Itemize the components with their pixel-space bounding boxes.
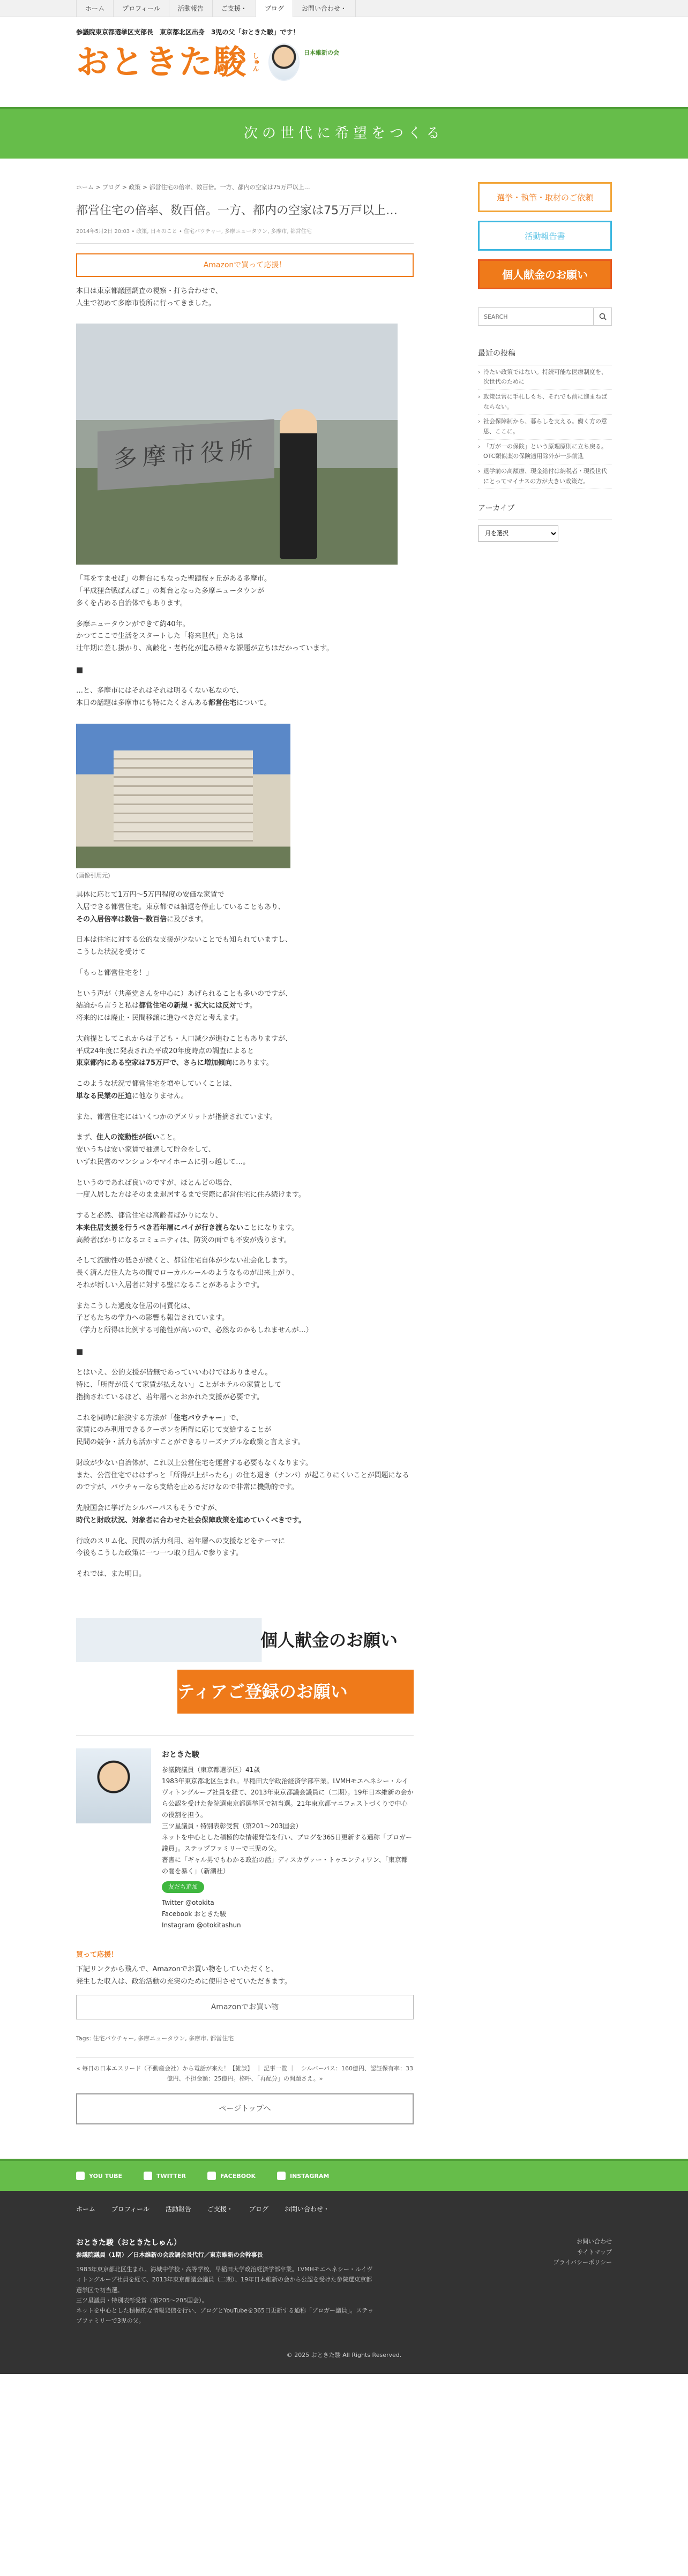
nav-support[interactable]: ご支援・ (213, 0, 256, 17)
footer-nav-contact[interactable]: お問い合わせ・ (284, 2205, 330, 2213)
paragraph: 日本は住宅に対する公的な支援が少ないことでも知られていますし、 こうした状況を受けて (76, 936, 293, 956)
logo-kun: しゅん (252, 52, 260, 72)
slogan-text: 次の世代に希望をつくる (243, 125, 444, 142)
support-heading: 買って応援！ (76, 1951, 118, 1959)
logo-portrait (268, 43, 300, 81)
paragraph: すると必然、都営住宅は高齢者ばかりになり、 本来住居支援を行うべき若年層にパイが行き渡らないことになります。 高齢者ばかりになるコミュニティは、防災の面でも不安が残ります。 (76, 1212, 298, 1244)
paragraph: 本日は東京都議団調査の視察・打ち合わせで、 人生で初めて多摩市役所に行ってきました。 (76, 287, 222, 307)
facebook-link[interactable]: FACEBOOK (207, 2171, 256, 2181)
person-figure (280, 409, 317, 559)
volunteer-banner[interactable]: ボランティアご登録のお願い (76, 1670, 414, 1714)
support-text: 下記リンクから飛んで、Amazonでお買い物をしていただくと、 発生した収入は、政治活動の充実のために使用させていただきます。 (76, 1965, 291, 1986)
top-nav (0, 0, 688, 17)
author-twitter[interactable]: Twitter @otokita (162, 1899, 214, 1907)
search-box (478, 307, 612, 326)
apartment-building (114, 750, 253, 842)
request-button[interactable]: 選挙・執筆・取材のご依頼 (478, 182, 612, 212)
image-caption[interactable]: (画像引用元) (76, 872, 110, 879)
paragraph: 先般国会に挙げたシルバーパスもそうですが、 時代と財政状況、対象者に合わせた社会保障政策を進めていくべきです。 (76, 1504, 305, 1524)
nav-contact[interactable]: お問い合わせ・ (293, 0, 356, 17)
post-meta: 2014年5月2日 20:03 • 政策, 日々のこと • 住宅バウチャー, 多摩ニュータウン, 多摩市, 都営住宅 (76, 227, 414, 244)
paragraph: 多摩ニュータウンができて約40年。 かつてここで生活をスタートした「将来世代」たちは 壮年期に差し掛かり、高齢化・老朽化が進み様々な課題が立ちはだかっています。 (76, 620, 333, 652)
activity-report-button[interactable]: 活動報告書 (478, 221, 612, 251)
paragraph: またこうした過度な住居の同質化は、 子どもたちの学力への影響も報告されています。 （学力と所得は比例する可能性が高いので、必然なのかもしれませんが…） (76, 1302, 313, 1334)
paragraph: また、都営住宅にはいくつかのデメリットが指摘されています。 (76, 1113, 277, 1121)
youtube-link[interactable]: YOU TUBE (76, 2171, 122, 2181)
breadcrumb[interactable]: ホーム > ブログ > 政策 > 都営住宅の倍率、数百倍。一方、都内の空家は75万戸以上… (76, 184, 310, 191)
footer-nav-activity[interactable]: 活動報告 (165, 2205, 191, 2213)
footer-nav-support[interactable]: ご支援・ (207, 2205, 233, 2213)
site-tagline: 参議院東京都選挙区支部長 東京都北区出身 3児の父「おときた駿」です！ (76, 28, 300, 36)
paragraph: とはいえ、公的支援が皆無であっていいわけではありません。 特に、「所得が低くて家賃が払えない」ことがホテルの家賃として 指摘されているほど、若年層へとおかれた支援が必要です。 (76, 1369, 281, 1401)
logo-name: おときた駿 (76, 42, 248, 81)
paragraph: 「もっと都営住宅を！」 (76, 968, 153, 977)
post-tags[interactable]: Tags: 住宅バウチャー, 多摩ニュータウン, 多摩市, 都営住宅 (76, 2033, 414, 2058)
author-box (76, 1735, 414, 1932)
footer-role: 参議院議員（1期）／日本維新の会政調会長代行／東京維新の会幹事長 (76, 2251, 263, 2258)
recent-post-item[interactable]: › 「万が一の保険」という原理原則に立ち戻る。OTC類似薬の保険適用除外が一歩前進 (478, 440, 612, 464)
recent-posts-list (478, 365, 612, 490)
paragraph: 具体に応じて1万円〜5万円程度の安価な家賃で 入居できる都営住宅。東京都では抽選を停止していることもあり、 その入居倍率は数倍〜数百倍に及びます。 (76, 891, 286, 923)
recent-post-item[interactable]: › 冷たい政策ではない。持続可能な医療制度を、次世代のために (478, 365, 612, 390)
nav-activity[interactable]: 活動報告 (169, 0, 213, 17)
section-marker: ■ (76, 1347, 84, 1356)
recent-post-item[interactable]: › 政策は常に手札しもち、それでも前に進まねばならない。 (478, 390, 612, 415)
party-label: 日本維新の会 (304, 49, 340, 56)
post-navigation[interactable]: « 毎日の日本エスリード（不動産会社）から電話が来た！【雑談】 ｜ 記事一覧 ｜ シルバーパス：160億円、認証保有率：33億円、不担金額：25億円。格呼、「再配分」の問題さえ。» (76, 2064, 414, 2082)
donation-button[interactable]: 個人献金のお願い (478, 259, 612, 289)
footer-bio: 1983年東京都北区生まれ。海城中学校・高等学校、早稲田大学政治経済学部卒業。LVMHモエヘネシー・ルイヴィトングループ社員を経て、2013年東京都議会議員（二期）、19年日本維新の会から公認を受けた参院選東京都選挙区で初当選。 三ツ星議員・特別表彰受賞（第205〜205国会）。 ネットを中心とした積極的な情報発信を行い、ブログとYouTubeを365日更新する通称「ブロガー議員」。ステップファミリーで3児の父。 (76, 2266, 374, 2325)
footer-nav (76, 2204, 612, 2215)
paragraph: このような状況で都営住宅を増やしていくことは、 単なる民業の圧迫に他なりません。 (76, 1080, 237, 1100)
city-hall-sign: 多摩市役所 (98, 419, 274, 491)
tama-city-hall-photo (76, 324, 398, 565)
recent-post-item[interactable]: › 社会保障制から、暮らしを支える。働く方の意思、ここに。 (478, 415, 612, 439)
archive-title: アーカイブ (478, 502, 612, 520)
site-logo[interactable] (76, 43, 612, 81)
author-facebook[interactable]: Facebook おときた駿 (162, 1910, 227, 1918)
paragraph: というのであれば良いのですが、ほとんどの場合、 一度入居した方はそのまま退居するまで実際に都営住宅に住み続けます。 (76, 1178, 305, 1199)
donation-banner[interactable]: 個人献金のお願い (76, 1618, 414, 1662)
housing-complex-photo (76, 724, 290, 868)
paragraph: 財政が少ない自治体が、これ以上公営住宅を運営する必要もなくなります。 また、公営住宅でははずっと「所得が上がったら」の住ち退き（ナンパ）が起こりにくいことが問題になるのですが、バウチャーなら支給を止めるだけなので非常に機動的です。 (76, 1459, 409, 1492)
instagram-icon (277, 2172, 286, 2180)
archive-select[interactable] (478, 525, 558, 542)
recent-posts-title: 最近の投稿 (478, 347, 612, 365)
footer-links (554, 2236, 612, 2326)
paragraph: 大前提としてこれからは子ども・人口減少が進むこともありますが、 平成24年度に発表された平成20年度時点の調査によると 東京都内にある空家は75万戸で、さらに増加傾向にあります。 (76, 1034, 293, 1068)
sidebar (478, 182, 612, 2124)
twitter-link[interactable]: TWITTER (144, 2171, 186, 2181)
main-content (76, 182, 414, 2124)
post-title: 都営住宅の倍率、数百倍。一方、都内の空家は75万戸以上… (76, 204, 398, 218)
nav-home[interactable]: ホーム (76, 0, 114, 17)
paragraph: そして流動性の低さが続くと、都営住宅自体が少ない社会化します。 長く済んだ住人たちの間でローカルルールのようなものが出来上がり、 それが新しい入居者に対する壁になることがあるようです。 (76, 1257, 299, 1289)
paragraph: という声が（共産党さんを中心に）あげられることも多いのですが、 結論から言うと私は都営住宅の新規・拡大には反対です。 将来的には廃止・民間移譲に進むべきだと考えます。 (76, 989, 293, 1022)
footer-sitemap-link[interactable]: サイトマップ (577, 2248, 612, 2256)
footer-social-bar (0, 2159, 688, 2191)
search-input[interactable] (478, 308, 593, 325)
paragraph: まず、住人の流動性が低いこと。 安いうちは安い家賃で抽選して貯金をして、 いずれ民営のマンションやマイホームに引っ越して…。 (76, 1133, 250, 1166)
instagram-link[interactable]: INSTAGRAM (277, 2171, 329, 2181)
recent-post-item[interactable]: › 退学前の高額療、現金給付は納税者・現役世代にとってマイナスの方が大きい政策だ。 (478, 464, 612, 489)
paragraph: …と、多摩市にはそれはそれは明るくない私なので、 本日の話題は多摩市にも特にたくさんある都営住宅について。 (76, 687, 271, 707)
footer-nav-blog[interactable]: ブログ (249, 2205, 268, 2213)
back-to-top-button[interactable]: ページトップへ (76, 2093, 414, 2124)
copyright: © 2025 おときた駿 All Rights Reserved. (286, 2351, 402, 2359)
slogan-banner (0, 107, 688, 159)
footer (0, 2191, 688, 2374)
paragraph: 行政のスリム化、民間の活力利用、若年層への支援などをテーマに 今後もこうした政策に一つ一つ取り組んで参ります。 (76, 1537, 286, 1558)
paragraph: これを同時に解決する方法が「住宅バウチャー」で、 家賃にのみ利用できるクーポンを所得に応じて支給することが 民間の競争・活力も活かすことができるリーズナブルな政策と言えます。 (76, 1414, 305, 1446)
footer-privacy-link[interactable]: プライバシーポリシー (553, 2258, 612, 2266)
amazon-support-button[interactable]: Amazonで買って応援！ (76, 253, 414, 277)
author-bio: 参議院議員（東京都選挙区）41歳 1983年東京都北区生まれ。早稲田大学政治経済学部卒業。LVMHモエヘネシー・ルイヴィトングループ社員を経て、2013年東京都議会議員に（二期）。19年日本維新の会から公認を受けた参院選東京都選挙区で初当選。21年東京都マニフェストづくりで中心の役割を担う。 三ツ星議員・特別表彰受賞（第201〜203国会） ネットを中心とした積極的な情報発信を行い、ブログを365日更新する通称「ブロガー議員」。ステップファミリーで三児の父。 著書に「ギャル男でもわかる政治の話」ディスカヴァー・トゥエンティワン、「東京都の闇を暴く」（新潮社） (162, 1766, 414, 1875)
section-marker: ■ (76, 665, 84, 674)
footer-contact-link[interactable]: お問い合わせ (577, 2238, 612, 2245)
paragraph: それでは、また明日。 (76, 1570, 146, 1578)
nav-blog[interactable]: ブログ (256, 0, 293, 17)
nav-profile[interactable]: プロフィール (114, 0, 169, 17)
facebook-icon (207, 2172, 216, 2180)
search-icon[interactable] (593, 308, 611, 325)
paragraph: 「耳をすませば」の舞台にもなった聖蹟桜ヶ丘がある多摩市。 「平成狸合戦ぽんぽこ」の舞台となった多摩ニュータウンが 多くを占める自治体でもあります。 (76, 575, 272, 607)
footer-name: おときた駿（おときたしゅん） (76, 2239, 181, 2248)
author-instagram[interactable]: Instagram @otokitashun (162, 1921, 241, 1929)
line-add-friend-button[interactable]: 友だち追加 (162, 1881, 204, 1893)
twitter-icon (144, 2172, 152, 2180)
site-header (76, 17, 612, 107)
author-name: おときた駿 (162, 1750, 199, 1759)
footer-nav-profile[interactable]: プロフィール (111, 2205, 149, 2213)
youtube-icon (76, 2172, 85, 2180)
amazon-shop-button[interactable]: Amazonでお買い物 (76, 1995, 414, 2019)
author-avatar (76, 1748, 151, 1823)
footer-nav-home[interactable]: ホーム (76, 2205, 96, 2213)
